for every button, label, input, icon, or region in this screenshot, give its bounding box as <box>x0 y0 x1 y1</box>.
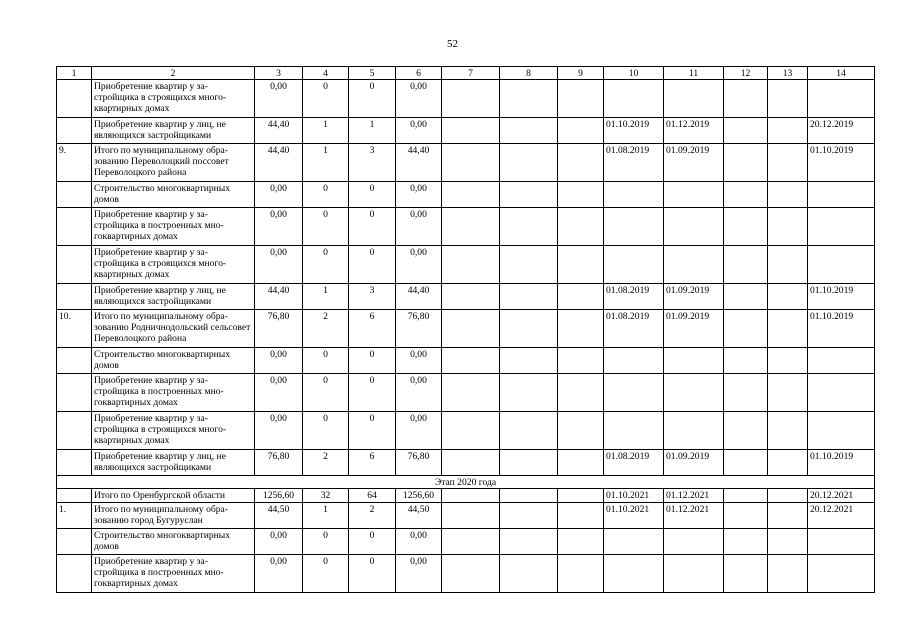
value-cell <box>664 374 724 412</box>
value-cell: 0,00 <box>255 412 303 450</box>
row-number-cell <box>57 450 92 476</box>
value-cell <box>500 182 558 208</box>
column-header: 1 <box>57 67 92 80</box>
stage-label: Этап 2020 года <box>57 476 875 489</box>
column-header: 2 <box>92 67 255 80</box>
column-header: 8 <box>500 67 558 80</box>
row-name-cell: Итого по муниципальному обра-зованию Родничнодольский сельсовет Переволоцкого района <box>92 310 255 348</box>
value-cell <box>442 182 500 208</box>
column-header: 10 <box>604 67 664 80</box>
value-cell: 0,00 <box>255 529 303 555</box>
row-name-cell: Строительство многоквартирных домов <box>92 348 255 374</box>
value-cell: 01.10.2019 <box>604 118 664 144</box>
row-name-cell: Приобретение квартир у за-стройщика в строящихся много-квартирных домах <box>92 80 255 118</box>
column-header: 14 <box>808 67 875 80</box>
value-cell <box>500 374 558 412</box>
row-number-cell <box>57 284 92 310</box>
value-cell: 44,40 <box>396 284 442 310</box>
row-number-cell: 1. <box>57 503 92 529</box>
value-cell: 01.10.2021 <box>604 489 664 503</box>
value-cell: 6 <box>349 310 396 348</box>
value-cell <box>768 310 808 348</box>
value-cell <box>768 118 808 144</box>
column-header: 7 <box>442 67 500 80</box>
value-cell <box>664 246 724 284</box>
row-name-cell: Итого по муниципальному обра-зованию город Бугуруслан <box>92 503 255 529</box>
value-cell <box>442 246 500 284</box>
value-cell <box>604 182 664 208</box>
value-cell: 01.08.2019 <box>604 310 664 348</box>
value-cell: 0 <box>303 529 349 555</box>
value-cell: 2 <box>303 450 349 476</box>
value-cell: 01.10.2019 <box>808 310 875 348</box>
value-cell: 0 <box>349 555 396 593</box>
value-cell: 01.12.2021 <box>664 489 724 503</box>
program-table <box>56 66 875 593</box>
value-cell: 0,00 <box>255 555 303 593</box>
row-name-cell: Приобретение квартир у лиц, не являющихся застройщиками <box>92 118 255 144</box>
row-name-cell: Приобретение квартир у за-стройщика в построенных мно-гоквартирных домах <box>92 374 255 412</box>
table-row <box>57 208 875 246</box>
value-cell <box>604 80 664 118</box>
value-cell: 2 <box>349 503 396 529</box>
value-cell: 0 <box>303 80 349 118</box>
value-cell: 0 <box>303 374 349 412</box>
value-cell: 01.08.2019 <box>604 450 664 476</box>
value-cell: 01.08.2019 <box>604 284 664 310</box>
value-cell <box>442 208 500 246</box>
value-cell: 1 <box>303 118 349 144</box>
value-cell <box>768 489 808 503</box>
value-cell: 20.12.2021 <box>808 503 875 529</box>
table-row <box>57 182 875 208</box>
value-cell: 01.09.2019 <box>664 450 724 476</box>
value-cell: 44,50 <box>396 503 442 529</box>
value-cell: 44,50 <box>255 503 303 529</box>
value-cell <box>724 182 768 208</box>
value-cell: 0,00 <box>255 182 303 208</box>
row-name-cell: Приобретение квартир у за-стройщика в строящихся много-квартирных домах <box>92 412 255 450</box>
value-cell: 1 <box>349 118 396 144</box>
value-cell <box>768 374 808 412</box>
value-cell: 44,40 <box>255 118 303 144</box>
value-cell <box>558 284 604 310</box>
table-row <box>57 144 875 182</box>
value-cell: 0,00 <box>396 348 442 374</box>
value-cell <box>442 529 500 555</box>
value-cell: 0,00 <box>396 246 442 284</box>
value-cell <box>768 182 808 208</box>
value-cell <box>664 80 724 118</box>
value-cell <box>500 503 558 529</box>
value-cell: 0 <box>349 182 396 208</box>
value-cell: 01.10.2019 <box>808 450 875 476</box>
value-cell <box>442 144 500 182</box>
page-number: 52 <box>447 38 458 50</box>
value-cell <box>808 412 875 450</box>
value-cell <box>604 246 664 284</box>
value-cell <box>768 348 808 374</box>
row-number-cell <box>57 118 92 144</box>
value-cell: 0 <box>303 246 349 284</box>
value-cell: 0,00 <box>396 374 442 412</box>
value-cell <box>500 246 558 284</box>
value-cell: 3 <box>349 144 396 182</box>
value-cell <box>768 450 808 476</box>
value-cell <box>604 529 664 555</box>
value-cell <box>500 310 558 348</box>
table-row <box>57 348 875 374</box>
value-cell <box>808 374 875 412</box>
value-cell: 0 <box>349 529 396 555</box>
value-cell <box>664 348 724 374</box>
value-cell <box>500 118 558 144</box>
value-cell: 01.10.2019 <box>808 144 875 182</box>
value-cell: 44,40 <box>255 144 303 182</box>
table-row <box>57 284 875 310</box>
value-cell: 0 <box>303 555 349 593</box>
row-number-cell <box>57 348 92 374</box>
value-cell: 20.12.2021 <box>808 489 875 503</box>
table-row <box>57 374 875 412</box>
value-cell <box>724 284 768 310</box>
row-number-cell <box>57 208 92 246</box>
row-number-cell <box>57 489 92 503</box>
value-cell <box>724 374 768 412</box>
value-cell <box>724 555 768 593</box>
value-cell <box>664 555 724 593</box>
table-row <box>57 529 875 555</box>
value-cell: 0,00 <box>255 374 303 412</box>
value-cell: 1 <box>303 144 349 182</box>
value-cell <box>808 182 875 208</box>
table-row <box>57 503 875 529</box>
value-cell <box>808 348 875 374</box>
value-cell: 01.09.2019 <box>664 144 724 182</box>
value-cell <box>500 450 558 476</box>
value-cell <box>500 529 558 555</box>
value-cell <box>768 208 808 246</box>
column-header: 6 <box>396 67 442 80</box>
value-cell: 1 <box>303 503 349 529</box>
table-row <box>57 412 875 450</box>
value-cell <box>500 348 558 374</box>
value-cell <box>442 118 500 144</box>
row-name-cell: Итого по муниципальному обра-зованию Переволоцкий поссовет Переволоцкого района <box>92 144 255 182</box>
value-cell: 0,00 <box>255 246 303 284</box>
row-name-cell: Приобретение квартир у за-стройщика в построенных мно-гоквартирных домах <box>92 555 255 593</box>
value-cell: 44,40 <box>396 144 442 182</box>
value-cell: 32 <box>303 489 349 503</box>
value-cell <box>768 503 808 529</box>
value-cell <box>442 412 500 450</box>
value-cell <box>724 348 768 374</box>
table-row <box>57 555 875 593</box>
value-cell <box>558 208 604 246</box>
value-cell <box>724 489 768 503</box>
column-header: 5 <box>349 67 396 80</box>
value-cell <box>558 246 604 284</box>
value-cell <box>724 118 768 144</box>
value-cell: 0,00 <box>255 80 303 118</box>
value-cell <box>808 555 875 593</box>
value-cell <box>558 144 604 182</box>
value-cell <box>768 555 808 593</box>
value-cell: 64 <box>349 489 396 503</box>
row-number-cell <box>57 374 92 412</box>
value-cell <box>442 489 500 503</box>
value-cell <box>808 246 875 284</box>
row-number-cell <box>57 412 92 450</box>
row-number-cell <box>57 182 92 208</box>
value-cell <box>558 310 604 348</box>
value-cell: 3 <box>349 284 396 310</box>
value-cell <box>664 529 724 555</box>
value-cell: 0,00 <box>396 412 442 450</box>
value-cell: 76,80 <box>396 310 442 348</box>
value-cell: 2 <box>303 310 349 348</box>
value-cell <box>442 80 500 118</box>
value-cell: 1256,60 <box>255 489 303 503</box>
value-cell <box>558 503 604 529</box>
value-cell <box>724 412 768 450</box>
value-cell <box>724 246 768 284</box>
value-cell <box>724 450 768 476</box>
stage-row <box>57 476 875 489</box>
value-cell <box>558 118 604 144</box>
value-cell <box>768 412 808 450</box>
value-cell <box>558 555 604 593</box>
value-cell: 0 <box>349 412 396 450</box>
value-cell <box>500 412 558 450</box>
value-cell: 44,40 <box>255 284 303 310</box>
value-cell <box>664 182 724 208</box>
value-cell <box>768 144 808 182</box>
value-cell: 76,80 <box>255 450 303 476</box>
column-header: 11 <box>664 67 724 80</box>
value-cell: 0,00 <box>255 208 303 246</box>
value-cell <box>558 412 604 450</box>
value-cell <box>808 208 875 246</box>
value-cell: 0 <box>303 182 349 208</box>
value-cell <box>558 450 604 476</box>
value-cell <box>500 80 558 118</box>
value-cell <box>558 529 604 555</box>
value-cell <box>500 208 558 246</box>
value-cell <box>558 348 604 374</box>
row-number-cell <box>57 246 92 284</box>
row-number-cell: 9. <box>57 144 92 182</box>
value-cell: 1 <box>303 284 349 310</box>
value-cell <box>558 374 604 412</box>
value-cell <box>442 310 500 348</box>
value-cell: 0 <box>349 208 396 246</box>
table-header-row <box>57 67 875 80</box>
value-cell: 01.10.2021 <box>604 503 664 529</box>
value-cell <box>442 555 500 593</box>
value-cell: 0,00 <box>396 555 442 593</box>
value-cell: 76,80 <box>255 310 303 348</box>
column-header: 3 <box>255 67 303 80</box>
row-name-cell: Приобретение квартир у лиц, не являющихся застройщиками <box>92 450 255 476</box>
value-cell: 6 <box>349 450 396 476</box>
value-cell: 0,00 <box>396 208 442 246</box>
value-cell <box>604 555 664 593</box>
row-name-cell: Итого по Оренбургской области <box>92 489 255 503</box>
value-cell <box>442 284 500 310</box>
value-cell <box>500 489 558 503</box>
row-number-cell <box>57 80 92 118</box>
column-header: 4 <box>303 67 349 80</box>
value-cell: 0 <box>349 80 396 118</box>
value-cell <box>664 412 724 450</box>
table-row <box>57 80 875 118</box>
table-row <box>57 489 875 503</box>
row-name-cell: Строительство многоквартирных домов <box>92 529 255 555</box>
value-cell: 01.09.2019 <box>664 284 724 310</box>
value-cell <box>442 348 500 374</box>
value-cell: 0,00 <box>396 80 442 118</box>
value-cell: 01.09.2019 <box>664 310 724 348</box>
value-cell: 0 <box>303 208 349 246</box>
value-cell <box>768 529 808 555</box>
row-number-cell <box>57 555 92 593</box>
value-cell <box>664 208 724 246</box>
value-cell <box>768 246 808 284</box>
value-cell: 1256,60 <box>396 489 442 503</box>
row-number-cell: 10. <box>57 310 92 348</box>
row-name-cell: Приобретение квартир у лиц, не являющихся застройщиками <box>92 284 255 310</box>
value-cell <box>558 182 604 208</box>
value-cell <box>442 503 500 529</box>
value-cell <box>604 412 664 450</box>
table-row <box>57 310 875 348</box>
value-cell: 0 <box>303 348 349 374</box>
value-cell: 01.12.2021 <box>664 503 724 529</box>
value-cell <box>808 80 875 118</box>
column-header: 13 <box>768 67 808 80</box>
row-number-cell <box>57 529 92 555</box>
value-cell <box>442 374 500 412</box>
value-cell <box>724 208 768 246</box>
value-cell <box>724 144 768 182</box>
value-cell <box>768 284 808 310</box>
value-cell <box>768 80 808 118</box>
value-cell <box>808 529 875 555</box>
value-cell <box>500 555 558 593</box>
value-cell <box>442 450 500 476</box>
table-row <box>57 246 875 284</box>
value-cell: 0 <box>349 348 396 374</box>
value-cell <box>558 80 604 118</box>
value-cell <box>604 348 664 374</box>
value-cell: 0,00 <box>396 529 442 555</box>
value-cell <box>604 208 664 246</box>
column-header: 12 <box>724 67 768 80</box>
value-cell <box>500 144 558 182</box>
value-cell: 0 <box>303 412 349 450</box>
value-cell: 76,80 <box>396 450 442 476</box>
value-cell: 0,00 <box>255 348 303 374</box>
table-row <box>57 450 875 476</box>
value-cell: 20.12.2019 <box>808 118 875 144</box>
value-cell <box>724 503 768 529</box>
value-cell: 01.08.2019 <box>604 144 664 182</box>
table-row <box>57 118 875 144</box>
value-cell <box>724 310 768 348</box>
value-cell: 0 <box>349 374 396 412</box>
value-cell <box>558 489 604 503</box>
value-cell: 0,00 <box>396 182 442 208</box>
value-cell: 0 <box>349 246 396 284</box>
column-header: 9 <box>558 67 604 80</box>
value-cell <box>724 80 768 118</box>
row-name-cell: Приобретение квартир у за-стройщика в построенных мно-гоквартирных домах <box>92 208 255 246</box>
value-cell: 0,00 <box>396 118 442 144</box>
row-name-cell: Строительство многоквартирных домов <box>92 182 255 208</box>
value-cell <box>604 374 664 412</box>
value-cell <box>724 529 768 555</box>
value-cell: 01.12.2019 <box>664 118 724 144</box>
value-cell: 01.10.2019 <box>808 284 875 310</box>
value-cell <box>500 284 558 310</box>
row-name-cell: Приобретение квартир у за-стройщика в строящихся много-квартирных домах <box>92 246 255 284</box>
